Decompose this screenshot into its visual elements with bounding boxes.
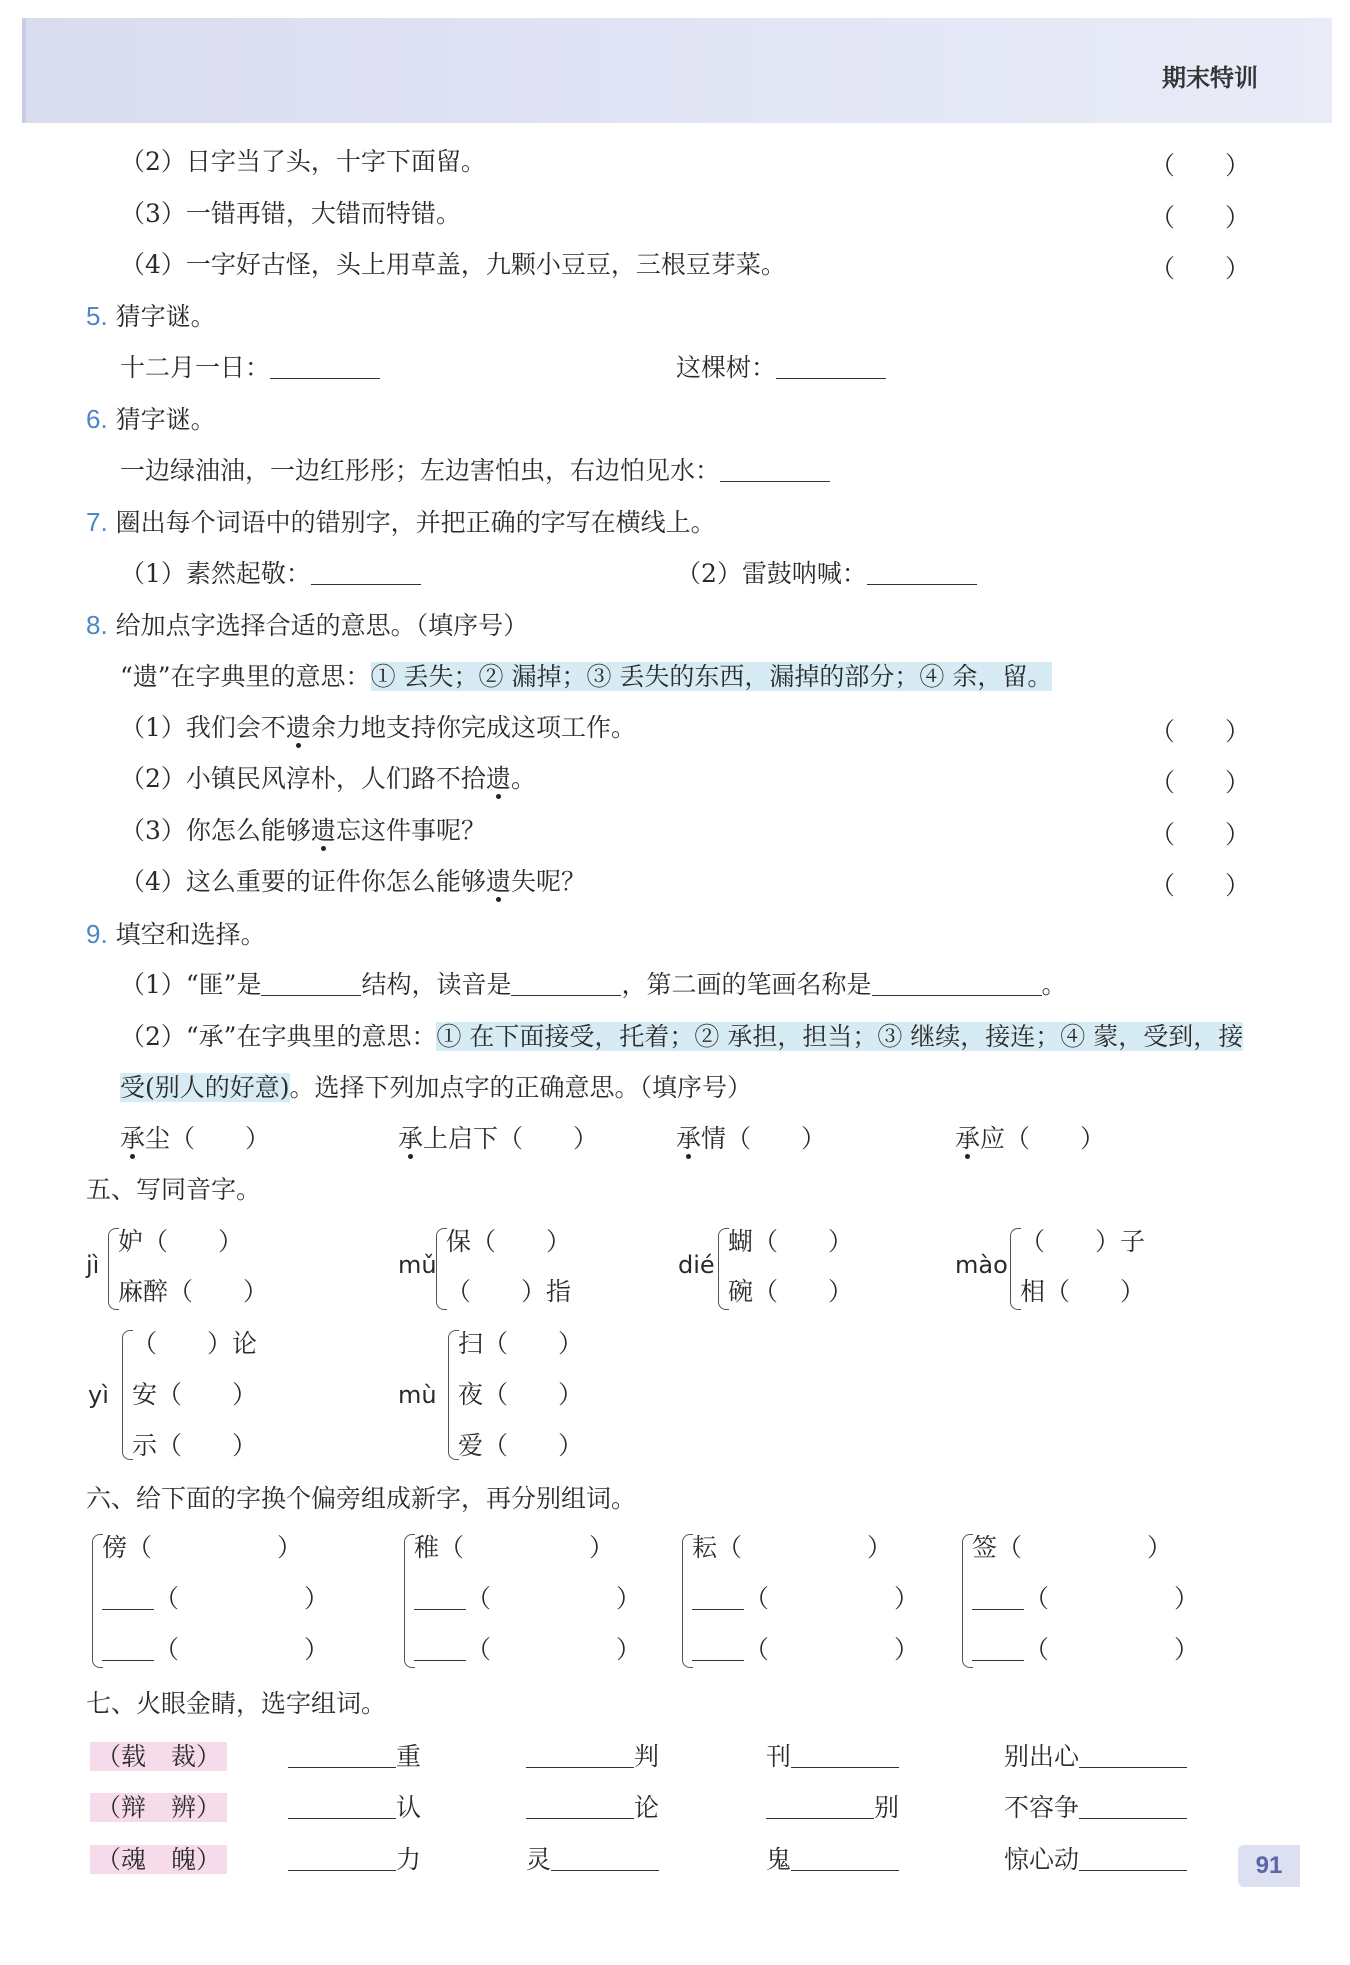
answer-blank[interactable] [1079, 1742, 1187, 1768]
char-pair: （魂 魄） [90, 1844, 227, 1875]
answer-blank[interactable] [414, 1635, 466, 1661]
answer-blank[interactable] [791, 1742, 899, 1768]
radical-row [692, 1583, 919, 1614]
fill-word: 别 [766, 1792, 899, 1823]
char-pair: （辩 辨） [90, 1792, 227, 1823]
answer-blank[interactable] [776, 353, 886, 379]
answer-blank[interactable] [1079, 1793, 1187, 1819]
radical-row: 稚（ ） [414, 1533, 615, 1562]
word-slot[interactable]: （ ）论 [132, 1329, 258, 1358]
answer-blank[interactable] [288, 1845, 396, 1871]
radical-row: 傍（ ） [102, 1533, 303, 1562]
radical-row [414, 1583, 641, 1614]
answer-blank[interactable] [414, 1584, 466, 1610]
word-slot[interactable]: 夜（ ） [458, 1380, 584, 1409]
answer-blank[interactable] [288, 1742, 396, 1768]
q8-heading: 8. 给加点字选择合适的意思。（填序号） [86, 610, 529, 640]
answer-paren[interactable]: （ ） [1150, 254, 1251, 283]
answer-paren[interactable]: （ ） [1024, 1635, 1200, 1664]
answer-paren[interactable]: （ ） [1005, 1124, 1106, 1153]
q4-item-2: （2）日字当了头，十字下面留。 [120, 147, 486, 176]
answer-blank[interactable] [288, 1793, 396, 1819]
answer-paren[interactable]: （ ） [466, 1584, 642, 1613]
answer-paren[interactable]: （ ） [1150, 203, 1251, 232]
q8-item-3: （3）你怎么能够遗忘这件事呢？ [120, 816, 486, 845]
word-slot[interactable]: 碗（ ） [728, 1277, 854, 1306]
q8-definition: “遗”在字典里的意思：① 丢失；② 漏掉；③ 丢失的东西，漏掉的部分；④ 余，留。 [120, 662, 1053, 691]
fill-word: 不容争 [1004, 1792, 1187, 1823]
fill-word: 论 [526, 1792, 659, 1823]
answer-paren[interactable]: （ ） [154, 1635, 330, 1664]
answer-blank[interactable] [972, 1584, 1024, 1610]
radical-row [972, 1634, 1199, 1665]
answer-blank[interactable] [526, 1793, 634, 1819]
pinyin: mù [398, 1381, 437, 1409]
answer-paren[interactable]: （ ） [726, 1124, 827, 1153]
answer-blank[interactable] [867, 559, 977, 585]
word-slot[interactable]: 示（ ） [132, 1431, 258, 1460]
q6-heading: 6. 猜字谜。 [86, 404, 216, 434]
answer-paren[interactable]: （ ） [997, 1533, 1173, 1562]
q7-heading: 7. 圈出每个词语中的错别字，并把正确的字写在横线上。 [86, 507, 716, 537]
radical-row [102, 1634, 329, 1665]
pinyin: mǔ [398, 1251, 437, 1279]
header-band [22, 18, 1332, 123]
answer-paren[interactable]: （ ） [1024, 1584, 1200, 1613]
answer-paren[interactable]: （ ） [744, 1584, 920, 1613]
word-slot[interactable]: 蝴（ ） [728, 1227, 854, 1256]
fill-word: 判 [526, 1741, 659, 1772]
word-slot[interactable]: 爱（ ） [458, 1431, 584, 1460]
q9-part2: （2）“承”在字典里的意思：① 在下面接受，托着；② 承担，担当；③ 继续，接连；④ 蒙，受到，接 [120, 1022, 1244, 1051]
fill-word: 惊心动 [1004, 1844, 1187, 1875]
q8-item-2: （2）小镇民风淳朴，人们路不拾遗。 [120, 764, 536, 793]
word-slot[interactable]: 麻醉（ ） [118, 1277, 269, 1306]
q4-item-3: （3）一错再错，大错而特错。 [120, 199, 461, 228]
answer-paren[interactable]: （ ） [498, 1124, 599, 1153]
word-slot[interactable]: 相（ ） [1020, 1277, 1146, 1306]
radical-row: 签（ ） [972, 1533, 1173, 1562]
q9-word-1: 承尘（ ） [120, 1124, 271, 1153]
word-slot[interactable]: （ ）指 [446, 1277, 572, 1306]
answer-paren[interactable]: （ ） [170, 1124, 271, 1153]
pinyin: jì [86, 1251, 100, 1279]
word-slot[interactable]: 安（ ） [132, 1380, 258, 1409]
fill-word: 别出心 [1004, 1741, 1187, 1772]
answer-blank[interactable] [972, 1635, 1024, 1661]
answer-paren[interactable]: （ ） [466, 1635, 642, 1664]
pinyin: dié [678, 1251, 715, 1279]
q9-part1: （1）“匪”是 结构，读音是 ，第二画的笔画名称是 。 [120, 970, 1067, 999]
answer-blank[interactable] [791, 1845, 899, 1871]
answer-paren[interactable]: （ ） [1150, 871, 1251, 900]
answer-blank[interactable] [261, 970, 361, 996]
answer-blank[interactable] [526, 1742, 634, 1768]
page-number: 91 [1238, 1845, 1300, 1887]
q9-word-3: 承情（ ） [676, 1124, 827, 1153]
answer-blank[interactable] [692, 1584, 744, 1610]
pinyin: mào [955, 1251, 1008, 1279]
q5-heading: 5. 猜字谜。 [86, 301, 216, 331]
answer-paren[interactable]: （ ） [744, 1635, 920, 1664]
q7-a: （1）素然起敬： [120, 558, 421, 589]
radical-row: 耘（ ） [692, 1533, 893, 1562]
section-5-title: 五、写同音字。 [86, 1175, 262, 1204]
answer-paren[interactable]: （ ） [127, 1533, 303, 1562]
word-slot[interactable]: 保（ ） [446, 1227, 572, 1256]
fill-word: 力 [288, 1844, 421, 1875]
answer-blank[interactable] [551, 1845, 659, 1871]
fill-word: 认 [288, 1792, 421, 1823]
q6-riddle: 一边绿油油，一边红彤彤；左边害怕虫，右边怕见水： [120, 455, 830, 486]
answer-blank[interactable] [102, 1635, 154, 1661]
q5-a: 十二月一日： [120, 352, 380, 383]
fill-word: 重 [288, 1741, 421, 1772]
answer-blank[interactable] [511, 970, 621, 996]
answer-blank[interactable] [1079, 1845, 1187, 1871]
q4-item-4: （4）一字好古怪，头上用草盖，九颗小豆豆，三根豆芽菜。 [120, 250, 786, 279]
radical-row [692, 1634, 919, 1665]
pinyin: yì [88, 1381, 109, 1409]
answer-paren[interactable]: （ ） [439, 1533, 615, 1562]
header-title: 期末特训 [1162, 64, 1258, 92]
fill-word: 鬼 [766, 1844, 899, 1875]
q5-b: 这棵树： [676, 352, 886, 383]
char-pair: （载 裁） [90, 1741, 227, 1772]
section-6-title: 六、给下面的字换个偏旁组成新字，再分别组词。 [86, 1484, 637, 1513]
answer-paren[interactable]: （ ） [1150, 820, 1251, 849]
answer-paren[interactable]: （ ） [717, 1533, 893, 1562]
answer-paren[interactable]: （ ） [1150, 151, 1251, 180]
answer-blank[interactable] [720, 456, 830, 482]
radical-row [414, 1634, 641, 1665]
radical-row [972, 1583, 1199, 1614]
answer-paren[interactable]: （ ） [154, 1584, 330, 1613]
answer-blank[interactable] [102, 1584, 154, 1610]
q8-item-4: （4）这么重要的证件你怎么能够遗失呢？ [120, 867, 586, 896]
q9-part2-cont: 受(别人的好意)。选择下列加点字的正确意思。（填序号） [120, 1073, 753, 1102]
answer-blank[interactable] [766, 1793, 874, 1819]
q9-heading: 9. 填空和选择。 [86, 919, 266, 949]
word-slot[interactable]: 妒（ ） [118, 1227, 244, 1256]
fill-word: 刊 [766, 1741, 899, 1772]
answer-blank[interactable] [311, 559, 421, 585]
section-7-title: 七、火眼金睛，选字组词。 [86, 1689, 387, 1718]
q8-item-1: （1）我们会不遗余力地支持你完成这项工作。 [120, 713, 636, 742]
q9-word-4: 承应（ ） [955, 1124, 1106, 1153]
answer-paren[interactable]: （ ） [1150, 768, 1251, 797]
answer-blank[interactable] [270, 353, 380, 379]
q9-word-2: 承上启下（ ） [398, 1124, 599, 1153]
q7-b: （2）雷鼓呐喊： [676, 558, 977, 589]
answer-blank[interactable] [692, 1635, 744, 1661]
word-slot[interactable]: （ ）子 [1020, 1227, 1146, 1256]
radical-row [102, 1583, 329, 1614]
answer-blank[interactable] [872, 970, 1042, 996]
word-slot[interactable]: 扫（ ） [458, 1329, 584, 1358]
answer-paren[interactable]: （ ） [1150, 717, 1251, 746]
fill-word: 灵 [526, 1844, 659, 1875]
